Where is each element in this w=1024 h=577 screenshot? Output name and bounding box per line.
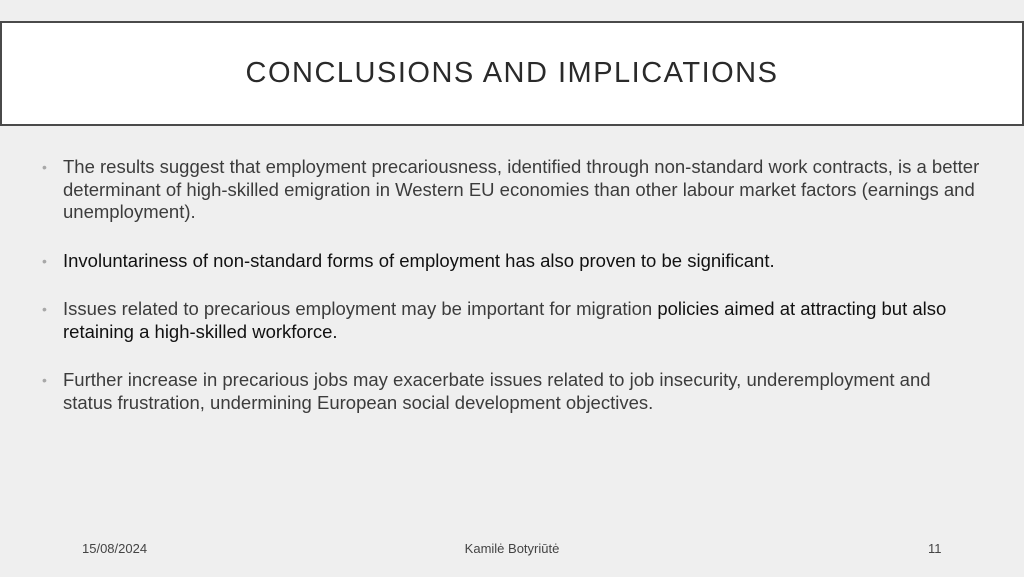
bullet-item-2 <box>42 250 982 273</box>
bullet-dot-icon: • <box>42 301 47 317</box>
bullet-text-3-part-1: Issues related to precarious employment may be important for migration <box>63 298 658 319</box>
footer-page-number: 11 <box>928 541 942 556</box>
bullet-item-3 <box>42 298 982 343</box>
bullet-text-3 <box>63 298 982 343</box>
bullet-dot-icon: • <box>42 372 47 388</box>
footer-date: 15/08/2024 <box>82 541 148 556</box>
bullet-text-1: The results suggest that employment precariousness, identified through non-standard work contracts, is a better determinant of high-skilled emigration in Western EU economies than other labour market factors (earnings and unemployment). <box>63 156 980 222</box>
bullet-text-4: Further increase in precarious jobs may exacerbate issues related to job insecurity, underemployment and status frustration, undermining European social development objectives. <box>63 369 931 413</box>
bullet-item-1 <box>42 156 982 224</box>
bullet-list <box>42 156 982 440</box>
bullet-dot-icon: • <box>42 252 47 269</box>
footer-author: Kamilė Botyriūtė <box>464 541 560 556</box>
bullet-dot-icon: • <box>42 159 47 175</box>
bullet-item-4 <box>42 369 982 414</box>
title-box <box>0 21 1024 126</box>
bullet-text-3-part-2: policies aimed at attracting but also retaining a high-skilled workforce. <box>63 298 947 342</box>
bullet-text-2: Involuntariness of non-standard forms of employment has also proven to be significant. <box>63 249 775 271</box>
slide-title: CONCLUSIONS AND IMPLICATIONS <box>245 57 779 89</box>
